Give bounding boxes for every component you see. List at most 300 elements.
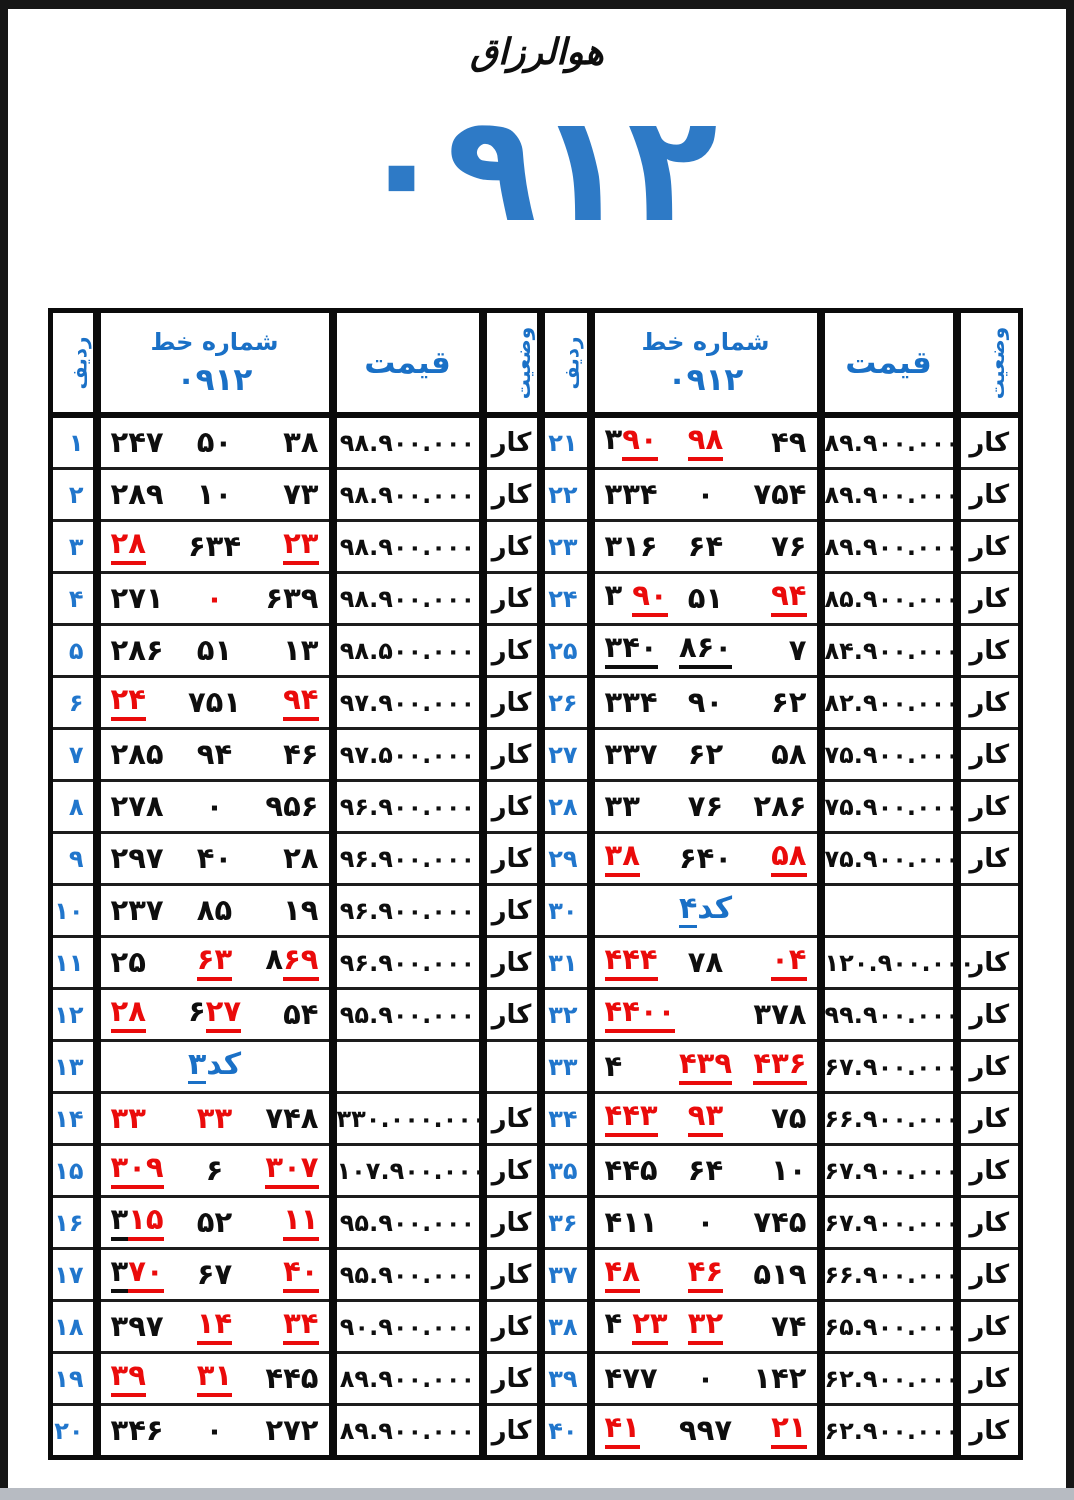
phone-part-slot — [180, 993, 249, 1033]
phone-part: ۳۰۹ — [111, 1152, 164, 1189]
phone-number — [595, 477, 817, 512]
phone-part: ۴۷۷ — [604, 1361, 658, 1396]
price-value: ۹۷.۵۰۰.۰۰۰ — [339, 740, 476, 769]
phone-part-slot — [604, 1253, 672, 1293]
price-value: ۶۲.۹۰۰.۰۰۰ — [824, 1364, 960, 1393]
header-status-left — [483, 311, 541, 416]
row-number-cell — [51, 1405, 97, 1458]
status-value: کار — [491, 791, 532, 822]
phone-part: ۳ — [111, 1256, 129, 1293]
phone-number-cell — [97, 781, 333, 833]
phone-number — [595, 685, 817, 720]
price-cell — [821, 573, 960, 625]
phone-part-slot — [249, 1413, 319, 1448]
phone-part: ۵۱ — [196, 633, 233, 668]
phone-number — [101, 1253, 329, 1293]
row-number: ۱۴ — [54, 1104, 84, 1133]
phone-part: ۵۸ — [771, 840, 806, 877]
phone-number — [101, 941, 329, 981]
row-number: ۱۸ — [54, 1312, 84, 1341]
phone-part: ۷۳ — [283, 477, 319, 512]
phone-part: ۴۳۶ — [753, 1048, 806, 1085]
status-cell — [957, 1145, 1021, 1197]
phone-part-slot — [739, 425, 807, 460]
phone-part: ۳۹۷ — [110, 1309, 164, 1344]
phone-part-slot — [110, 681, 180, 721]
header-line-prefix: ۰۹۱۲ — [667, 361, 744, 398]
phone-number — [101, 1357, 329, 1397]
phone-part-slot — [249, 941, 319, 981]
row-number: ۳۲ — [548, 1000, 578, 1029]
phone-part-slot — [604, 421, 672, 461]
row-number-cell — [541, 625, 591, 677]
price-value: ۹۵.۹۰۰.۰۰۰ — [339, 1000, 476, 1029]
row-number-cell — [51, 1093, 97, 1145]
phone-part-slot — [672, 737, 739, 772]
phone-part: ۶ — [187, 993, 206, 1028]
phone-part-slot — [739, 633, 807, 668]
row-number: ۲۵ — [548, 636, 578, 665]
phone-part: ۵۸ — [771, 737, 807, 772]
price-cell — [333, 469, 483, 521]
phone-part-slot — [180, 425, 249, 460]
phone-part: ۲۷ — [206, 996, 241, 1033]
row-number-cell — [541, 1405, 591, 1458]
phone-part-slot — [672, 1413, 739, 1448]
phone-part: ۹۵۶ — [265, 789, 319, 824]
phone-number — [595, 1153, 817, 1188]
row-number: ۲ — [68, 480, 84, 509]
status-cell — [483, 625, 541, 677]
phone-part: ۶۹ — [283, 944, 318, 981]
phone-part-slot — [604, 1205, 672, 1240]
row-number-cell — [541, 989, 591, 1041]
price-cell — [821, 469, 960, 521]
status-cell — [957, 1353, 1021, 1405]
phone-part: ۴۴۴ — [605, 944, 658, 981]
phone-part: ۰ — [696, 1205, 715, 1240]
row-number: ۱۰ — [54, 896, 84, 925]
table-body — [51, 415, 1021, 1458]
row-number: ۳۰ — [548, 896, 578, 925]
status-cell — [483, 989, 541, 1041]
phone-part-slot — [741, 997, 807, 1032]
price-value: ۸۹.۹۰۰.۰۰۰ — [339, 1364, 476, 1393]
phone-part-slot — [180, 737, 249, 772]
phone-part: ۲۷۸ — [110, 789, 164, 824]
price-table — [48, 308, 1023, 1460]
phone-part-slot — [604, 1409, 672, 1449]
price-value: ۸۹.۹۰۰.۰۰۰ — [824, 480, 960, 509]
price-cell — [333, 573, 483, 625]
phone-part: ۵۱۹ — [753, 1257, 807, 1292]
status-cell — [483, 573, 541, 625]
table-row — [51, 1249, 1021, 1301]
phone-number — [595, 837, 817, 877]
phone-part: ۹۴ — [771, 580, 806, 617]
phone-part: ۲۷۱ — [110, 581, 164, 616]
table-row — [51, 989, 1021, 1041]
status-value: کار — [969, 999, 1010, 1030]
row-number: ۲۴ — [548, 584, 578, 613]
row-number-cell — [51, 989, 97, 1041]
phone-part-slot — [180, 841, 249, 876]
phone-number-cell — [591, 573, 821, 625]
phone-number — [595, 1045, 817, 1085]
phone-part-slot — [110, 1149, 180, 1189]
status-cell — [957, 415, 1021, 469]
price-value: ۹۸.۹۰۰.۰۰۰ — [339, 480, 476, 509]
header-line-label: شماره خط — [150, 327, 279, 356]
phone-number-cell — [97, 989, 333, 1041]
price-cell — [821, 1093, 960, 1145]
phone-part-slot — [110, 1309, 180, 1344]
phone-part: ۳۳۷ — [604, 737, 658, 772]
row-number: ۹ — [68, 844, 84, 873]
price-cell — [333, 1405, 483, 1458]
price-value: ۶۵.۹۰۰.۰۰۰ — [824, 1312, 960, 1341]
price-cell — [333, 415, 483, 469]
row-number: ۳۴ — [548, 1104, 578, 1133]
phone-part-slot — [672, 841, 739, 876]
price-cell — [821, 729, 960, 781]
status-value: کار — [969, 1155, 1010, 1186]
phone-part-slot — [672, 1045, 739, 1085]
phone-number-cell — [591, 1197, 821, 1249]
phone-part: ۲۸۶ — [753, 789, 807, 824]
price-value: ۶۷.۹۰۰.۰۰۰ — [824, 1052, 960, 1081]
price-value: ۷۵.۹۰۰.۰۰۰ — [824, 844, 960, 873]
price-cell — [821, 1249, 960, 1301]
phone-part-slot — [672, 685, 739, 720]
phone-number-cell — [97, 677, 333, 729]
row-number: ۱۲ — [54, 1000, 84, 1029]
status-cell — [483, 1041, 541, 1093]
price-cell — [333, 1197, 483, 1249]
phone-part: ۰ — [205, 1413, 224, 1448]
phone-part-slot — [249, 737, 319, 772]
status-cell — [483, 1145, 541, 1197]
phone-part-slot — [249, 789, 319, 824]
price-cell — [821, 521, 960, 573]
phone-part: ۴۴۰۰ — [605, 996, 676, 1033]
phone-number-cell — [591, 521, 821, 573]
price-cell — [821, 1301, 960, 1353]
price-value: ۷۵.۹۰۰.۰۰۰ — [824, 740, 960, 769]
header-price-left — [333, 311, 483, 416]
status-cell — [483, 937, 541, 989]
phone-number — [101, 525, 329, 565]
price-cell — [821, 677, 960, 729]
row-number: ۷ — [68, 740, 84, 769]
phone-part-slot — [604, 941, 672, 981]
phone-number-cell — [97, 937, 333, 989]
price-cell — [333, 885, 483, 937]
prefix-heading: ۰۹۱۲ — [356, 83, 718, 255]
phone-part-slot — [180, 529, 249, 564]
phone-part-slot — [739, 737, 807, 772]
price-cell — [821, 937, 975, 989]
phone-part: ۶۲ — [687, 737, 724, 772]
row-number-cell — [51, 729, 97, 781]
status-cell — [483, 1353, 541, 1405]
phone-number-cell — [591, 937, 821, 989]
phone-number-cell — [591, 415, 821, 469]
phone-part: ۴ — [679, 893, 697, 929]
price-value: ۶۶.۹۰۰.۰۰۰ — [824, 1260, 960, 1289]
row-number: ۳۱ — [548, 948, 578, 977]
phone-number-cell — [591, 989, 821, 1041]
phone-part-slot — [672, 1153, 739, 1188]
status-value: کار — [491, 947, 532, 978]
status-value: کار — [969, 635, 1010, 666]
status-cell — [483, 677, 541, 729]
phone-part-slot — [180, 633, 249, 668]
phone-part: ۹۳ — [688, 1100, 723, 1137]
phone-part-slot — [249, 1361, 319, 1396]
phone-part: ۲۳۷ — [110, 893, 164, 928]
price-value: ۶۷.۹۰۰.۰۰۰ — [824, 1208, 960, 1237]
header-line-prefix: ۰۹۱۲ — [176, 361, 253, 398]
phone-part-slot — [739, 941, 807, 981]
status-value: کار — [969, 1363, 1010, 1394]
phone-part-slot — [739, 685, 807, 720]
price-value: ۸۹.۹۰۰.۰۰۰ — [824, 428, 960, 457]
phone-part-slot — [110, 1201, 180, 1241]
row-number: ۱۷ — [54, 1260, 84, 1289]
status-value: کار — [969, 947, 1010, 978]
phone-part: ۷۴۸ — [265, 1101, 319, 1136]
status-value: کار — [491, 583, 532, 614]
phone-number-cell — [591, 885, 821, 937]
phone-part-slot — [110, 893, 180, 928]
phone-part: ۷۶ — [771, 529, 807, 564]
row-number: ۲۳ — [548, 532, 578, 561]
phone-part: ۳۴۶ — [110, 1413, 164, 1448]
row-number-cell — [541, 415, 591, 469]
table-row — [51, 781, 1021, 833]
phone-part: ۹۴ — [283, 684, 318, 721]
table-row — [51, 833, 1021, 885]
header-price-label: قیمت — [364, 344, 451, 381]
phone-part-slot — [180, 1205, 249, 1240]
phone-part: ۳۰۷ — [265, 1152, 318, 1189]
phone-part: ۳۱۶ — [604, 529, 658, 564]
price-cell — [821, 1197, 960, 1249]
phone-part-slot — [604, 1049, 672, 1084]
phone-part-slot — [672, 477, 739, 512]
table-row — [51, 1301, 1021, 1353]
phone-number-cell — [591, 1249, 821, 1301]
status-cell — [957, 625, 1021, 677]
phone-part: ۳۸ — [605, 840, 640, 877]
phone-number-cell — [591, 1093, 821, 1145]
row-number: ۱ — [68, 428, 84, 457]
phone-part: ۲۸ — [283, 841, 319, 876]
phone-part-slot — [604, 1153, 672, 1188]
phone-part: ۴۹ — [771, 425, 807, 460]
phone-part: ۳۴ — [283, 1308, 318, 1345]
row-number: ۴ — [68, 584, 84, 613]
phone-number-cell — [591, 1145, 821, 1197]
phone-part: ۱۰ — [771, 1153, 807, 1188]
row-number-cell — [51, 1353, 97, 1405]
row-number: ۲۰ — [54, 1416, 84, 1445]
price-cell — [333, 625, 483, 677]
status-cell — [957, 1249, 1021, 1301]
price-value: ۹۶.۹۰۰.۰۰۰ — [339, 896, 476, 925]
price-value: ۹۹.۹۰۰.۰۰۰ — [824, 1000, 960, 1029]
phone-part: ۲۸۶ — [110, 633, 164, 668]
header-radif-left — [51, 311, 97, 416]
status-value: کار — [969, 843, 1010, 874]
status-cell — [483, 521, 541, 573]
phone-number — [101, 993, 329, 1033]
phone-number — [595, 737, 817, 772]
phone-number — [595, 1205, 817, 1240]
phone-part: ۷۶ — [687, 789, 724, 824]
phone-part: ۲۸۹ — [110, 477, 164, 512]
phone-part-slot — [249, 525, 319, 565]
price-cell — [333, 1145, 487, 1197]
status-value: کار — [491, 999, 532, 1030]
phone-number — [595, 1305, 817, 1345]
phone-part-slot — [739, 1205, 807, 1240]
phone-part: ۴۱۱ — [604, 1205, 658, 1240]
status-value: کار — [491, 1363, 532, 1394]
phone-part: ۶۳۴ — [187, 529, 242, 564]
table-row — [51, 521, 1021, 573]
phone-number — [101, 1201, 329, 1241]
phone-part-slot — [110, 993, 180, 1033]
price-value: ۹۶.۹۰۰.۰۰۰ — [339, 948, 476, 977]
phone-number — [101, 633, 329, 668]
phone-number-cell — [591, 781, 821, 833]
phone-part-slot — [604, 577, 672, 617]
phone-part-slot — [672, 789, 739, 824]
row-number: ۱۶ — [54, 1208, 84, 1237]
phone-part: ۳۴۰ — [605, 632, 658, 669]
row-number: ۳۶ — [548, 1208, 578, 1237]
price-cell — [821, 1041, 960, 1093]
phone-part: ۷۰ — [128, 1256, 163, 1293]
header-status-right — [957, 311, 1021, 416]
phone-number — [595, 1361, 817, 1396]
phone-part-slot — [672, 629, 739, 669]
status-cell — [957, 885, 1021, 937]
price-cell — [821, 1405, 960, 1458]
phone-part-slot — [739, 1153, 807, 1188]
row-number-cell — [51, 573, 97, 625]
phone-number — [101, 1101, 329, 1136]
price-cell — [333, 1353, 483, 1405]
row-number-cell — [541, 781, 591, 833]
table-row — [51, 885, 1021, 937]
price-cell — [821, 989, 960, 1041]
phone-number — [101, 581, 329, 616]
price-cell — [821, 1145, 960, 1197]
phone-number-cell — [591, 469, 821, 521]
phone-part: ۲۵ — [110, 945, 146, 980]
phone-number — [595, 577, 817, 617]
row-number: ۵ — [68, 636, 84, 665]
row-number: ۱۱ — [54, 948, 84, 977]
phone-part-slot — [604, 837, 672, 877]
row-number-cell — [51, 1145, 97, 1197]
phone-part: ۱۴ — [197, 1308, 232, 1345]
phone-part-slot — [739, 529, 807, 564]
header-status-label: وضعیت — [510, 326, 535, 399]
status-value: کار — [969, 479, 1010, 510]
phone-part: ۴۴۵ — [265, 1361, 319, 1396]
phone-part: ۸ — [265, 941, 284, 976]
price-cell — [333, 781, 483, 833]
phone-part-slot — [180, 789, 249, 824]
phone-part: ۳ — [604, 577, 623, 612]
status-value: کار — [491, 635, 532, 666]
price-value: ۹۶.۹۰۰.۰۰۰ — [339, 844, 476, 873]
row-number-cell — [541, 1249, 591, 1301]
row-number-cell — [51, 625, 97, 677]
status-value: کار — [969, 739, 1010, 770]
phone-part-slot — [672, 1305, 739, 1345]
row-number: ۳۹ — [548, 1364, 578, 1393]
phone-part: ۳۳۴ — [604, 685, 658, 720]
status-value: کار — [491, 427, 532, 458]
phone-number — [101, 893, 329, 928]
phone-part: ۹۰ — [632, 580, 667, 617]
phone-part-slot — [110, 1357, 180, 1397]
table-row — [51, 469, 1021, 521]
price-value: ۷۵.۹۰۰.۰۰۰ — [824, 792, 960, 821]
status-value: کار — [491, 1207, 532, 1238]
row-number-cell — [541, 1093, 591, 1145]
phone-part: ۳۳ — [604, 789, 640, 824]
status-value: کار — [969, 791, 1010, 822]
phone-part-slot — [249, 581, 319, 616]
phone-part-slot — [604, 477, 672, 512]
status-value: کار — [491, 531, 532, 562]
price-cell — [333, 677, 483, 729]
table-row — [51, 677, 1021, 729]
phone-part: ۲۸ — [111, 528, 146, 565]
phone-number — [595, 789, 817, 824]
row-number: ۳ — [68, 532, 84, 561]
scan-edge-bottom — [0, 1488, 1074, 1500]
price-value: ۸۴.۹۰۰.۰۰۰ — [824, 636, 960, 665]
status-value: کار — [491, 843, 532, 874]
phone-part-slot — [249, 893, 319, 928]
phone-part-slot — [672, 421, 739, 461]
phone-part-slot — [180, 1153, 249, 1188]
phone-number-cell — [97, 415, 333, 469]
phone-part-slot — [180, 1357, 249, 1397]
phone-part-slot — [604, 685, 672, 720]
status-value: کار — [491, 895, 532, 926]
phone-number-cell — [97, 573, 333, 625]
row-number-cell — [541, 729, 591, 781]
status-value: کار — [969, 1415, 1010, 1446]
phone-number — [595, 421, 817, 461]
price-value: ۸۵.۹۰۰.۰۰۰ — [824, 584, 960, 613]
phone-part-slot — [249, 681, 319, 721]
status-value: کار — [969, 427, 1010, 458]
row-number: ۳۳ — [548, 1052, 578, 1081]
phone-part-slot — [180, 1257, 249, 1292]
phone-part: ۴ — [604, 1049, 623, 1084]
phone-number — [101, 1413, 329, 1448]
header-number-left — [97, 311, 333, 416]
